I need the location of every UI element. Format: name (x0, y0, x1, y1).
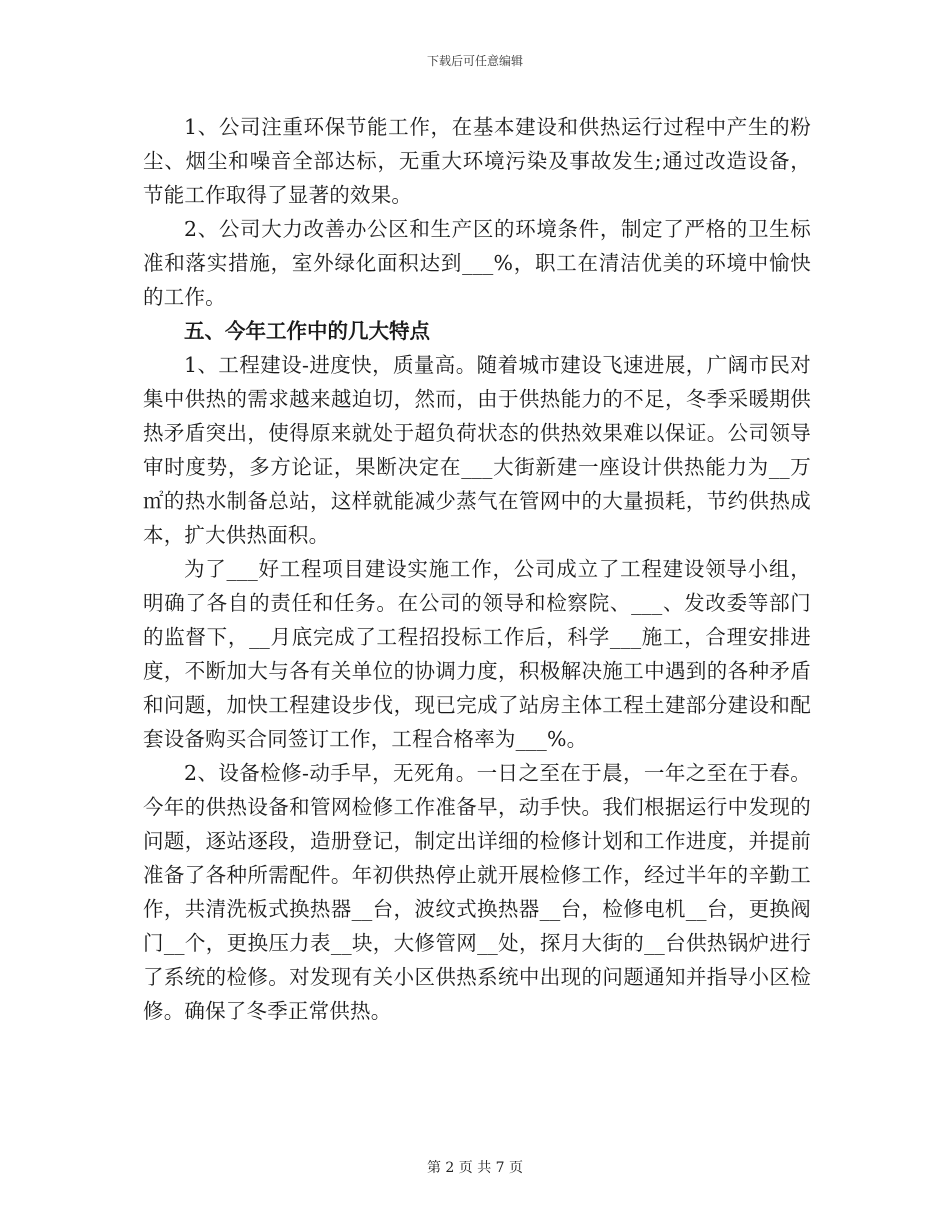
document-body (143, 110, 811, 1028)
paragraph-equipment-maintenance: 2、设备检修-动手早，无死角。一日之至在于晨，一年之至在于春。今年的供热设备和管网检修工作准备早，动手快。我们根据运行中发现的问题，逐站逐段，造册登记，制定出详细的检修计划和工作进度，并提前准备了各种所需配件。年初供热停止就开展检修工作，经过半年的辛勤工作，共清洗板式换热器__台，波纹式换热器__台，检修电机__台，更换阀门__个，更换压力表__块，大修管网__处，探月大街的__台供热锅炉进行了系统的检修。对发现有关小区供热系统中出现的问题通知并指导小区检修。确保了冬季正常供热。 (143, 761, 811, 1023)
paragraph-environmental-protection: 1、公司注重环保节能工作，在基本建设和供热运行过程中产生的粉尘、烟尘和噪音全部达标，无重大环境污染及事故发生;通过改造设备，节能工作取得了显著的效果。 (143, 115, 811, 207)
paragraph-project-implementation: 为了___好工程项目建设实施工作，公司成立了工程建设领导小组，明确了各自的责任和任务。在公司的领导和检察院、___、发改委等部门的监督下，__月底完成了工程招投标工作后，科学___施工，合理安排进度，不断加大与各有关单位的协调力度，积极解决施工中遇到的各种矛盾和问题，加快工程建设步伐，现已完成了站房主体工程土建部分建设和配套设备购买合同签订工作，工程合格率为___%。 (143, 557, 811, 751)
paragraph-construction: 1、工程建设-进度快，质量高。随着城市建设飞速进展，广阔市民对集中供热的需求越来越迫切，然而，由于供热能力的不足，冬季采暖期供热矛盾突出，使得原来就处于超负荷状态的供热效果难以保证。公司领导审时度势，多方论证，果断决定在___大街新建一座设计供热能力为__万㎡的热水制备总站，这样就能减少蒸气在管网中的大量损耗，节约供热成本，扩大供热面积。 (143, 353, 811, 547)
page-footer: 第 2 页 共 7 页 (426, 1160, 524, 1176)
section-heading: 五、今年工作中的几大特点 (184, 319, 430, 343)
paragraph-office-environment: 2、公司大力改善办公区和生产区的环境条件，制定了严格的卫生标准和落实措施，室外绿化面积达到___%，职工在清洁优美的环境中愉快的工作。 (143, 217, 811, 309)
page-header: 下载后可任意编辑 (426, 54, 523, 68)
